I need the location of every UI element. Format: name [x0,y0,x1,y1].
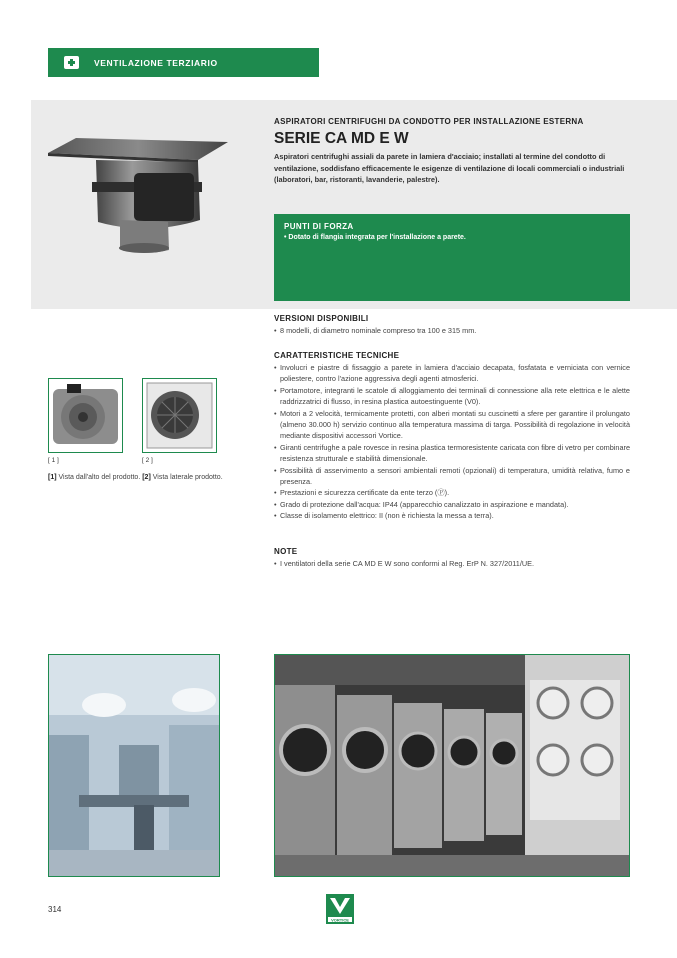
list-item: • Classe di isolamento elettrico: II (non è richiesta la messa a terra). [274,510,630,521]
product-photo [48,138,228,253]
thumbnail-label-1: [ 1 ] [48,457,59,464]
svg-text:VORTICE: VORTICE [331,917,349,923]
list-item: • Grado di protezione dall'acqua: IP44 (apparecchio canalizzato in aspirazione e mandata). [274,499,630,510]
product-subtitle: ASPIRATORI CENTRIFUGHI DA CONDOTTO PER INSTALLAZIONE ESTERNA [274,117,584,126]
section-tag-label: VENTILAZIONE TERZIARIO [94,57,218,68]
strengths-item: • Dotato di flangia integrata per l'installazione a parete. [284,234,466,241]
list-item: • Motori a 2 velocità, termicamente protetti, con alberi montati su cuscinetti a sfere per garantire il prolungato (almeno 30.000 h) servizio continuo alla temperatura massima di targa. Possibilità di regolazione in velocità mediante dispositivi accessori Vortice. [274,408,630,442]
specs-title: CARATTERISTICHE TECNICHE [274,351,400,360]
product-description: Aspiratori centrifughi assiali da parete in lamiera d'acciaio; installati al termine del condotto di ventilazione, soddisfano efficacemente le esigenze di ventilazione di locali commerciali o industriali (laboratori, bar, ristoranti, lavanderie, palestre). [274,152,625,184]
strengths-box [274,214,630,301]
section-tag [48,48,319,77]
photo-operating-room [48,654,220,877]
list-item: • Possibilità di asservimento a sensori ambientali remoti (opzionali) di temperatura, umidità relativa, fumo e presenza. [274,465,630,488]
page-number: 314 [48,905,62,914]
list-item: • Portamotore, integranti le scatole di alloggiamento dei terminali di connessione alla rete elettrica e le alette raddrizzatrici di flusso, in resina plastica autoestinguente (V0). [274,385,630,408]
plus-cross-icon [64,56,79,69]
notes-section [274,547,630,569]
versions-title: VERSIONI DISPONIBILI [274,314,369,323]
list-item: • 8 modelli, di diametro nominale compreso tra 100 e 315 mm. [274,325,630,336]
strengths-title: PUNTI DI FORZA [284,222,354,231]
specs-section [274,351,630,522]
vortice-logo [326,894,354,924]
photo-laundromat [274,654,630,877]
notes-title: NOTE [274,547,298,556]
versions-section [274,314,630,336]
product-header [274,117,630,186]
list-item: • Involucri e piastre di fissaggio a parete in lamiera d'acciaio decapata, fosfatata e verniciata con vernice poliestere, contro l'azione aggressiva degli agenti atmosferici. [274,362,630,385]
list-item: • Giranti centrifughe a pale rovesce in resina plastica termoresistente caricata con fibre di vetro per combinare resistenza strutturale e stabilità dimensionale. [274,442,630,465]
list-item: • I ventilatori della serie CA MD E W sono conformi al Reg. ErP N. 327/2011/UE. [274,558,630,569]
thumbnail-side-view [142,378,217,453]
thumbnail-caption: [1] Vista dall'alto del prodotto. [2] Vista laterale prodotto. [48,474,223,481]
thumbnail-top-view [48,378,123,453]
list-item: • Prestazioni e sicurezza certificate da ente terzo (Ⓟ). [274,487,630,498]
product-title: SERIE CA MD E W [274,130,409,147]
thumbnail-label-2: [ 2 ] [142,457,153,464]
